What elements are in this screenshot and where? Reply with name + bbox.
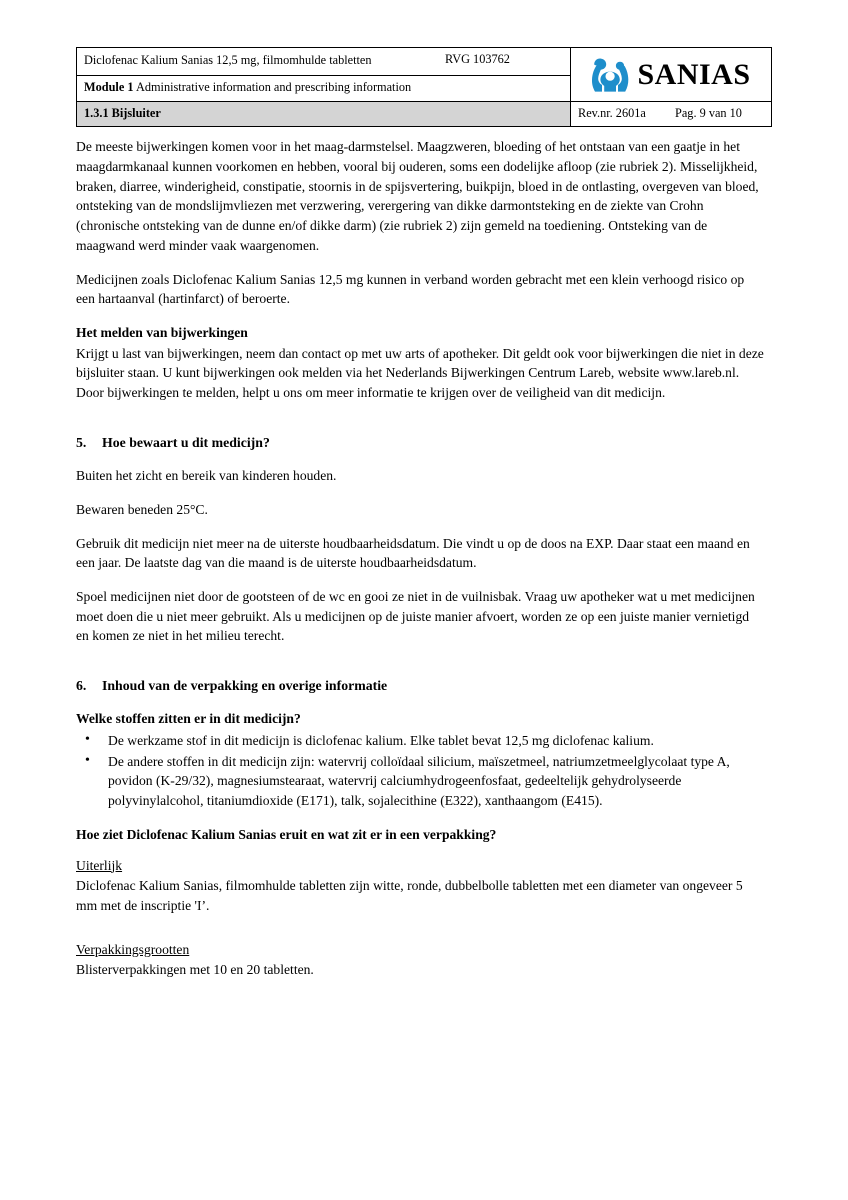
paragraph-expiry-date: Gebruik dit medicijn niet meer na de uiterste houdbaarheidsdatum. Die vindt u op de doos na EXP. Daar staat een maand en een jaar. De laatste dag van die maand is de uiterste houdbaarheidsdatum. [76, 535, 750, 571]
module-label: Module 1 [84, 80, 134, 95]
heading-appearance-and-pack: Hoe ziet Diclofenac Kalium Sanias eruit en wat zit er in een verpakking? [76, 826, 497, 842]
paragraph-pack-sizes: Blisterverpakkingen met 10 en 20 tabletten. [76, 962, 314, 978]
brand-logo-cell [571, 48, 772, 102]
subheading-verpakkingsgrootten: Verpakkingsgrootten [76, 941, 190, 957]
revision-number: Rev.nr. 2601a [578, 106, 646, 120]
paragraph-disposal: Spoel medicijnen niet door de gootsteen of de wc en gooi ze niet in de vuilnisbak. Vraag uw apotheker wat u met medicijnen moet doen die u niet meer gebruikt. Als u medicijnen op de juiste manier afvoert, worden ze op een juiste manier vernietigd en komen ze niet in het milieu terecht. [76, 588, 755, 644]
header-revision-cell [571, 102, 772, 127]
list-item: • De werkzame stof in dit medicijn is diclofenac kalium. Elke tablet bevat 12,5 mg diclofenac kalium. [76, 731, 764, 751]
paragraph-side-effects: De meeste bijwerkingen komen voor in het maag-darmstelsel. Maagzweren, bloeding of het ontstaan van een gaatje in het maagdarmkanaal kunnen voorkomen en hebben, vooral bij ouderen, soms een dodelijke afloop (zie rubriek 2). Misselijkheid, braken, diarree, winderigheid, constipatie, stoornis in de spijsvertering, buikpijn, bloed in de ontlasting, overgeven van bloed, ontsteking van de mondslijmvliezen met verzwering, verergering van dikke darmontsteking en de ziekte van Crohn (chronische ontsteking van de dunne en/of dikke darm) (zie rubriek 2) zijn gemeld na toediening. Ontsteking van de maagwand werd minder vaak waargenomen. [76, 139, 759, 253]
ingredients-list [76, 731, 764, 811]
section-6-title: Inhoud van de verpakking en overige informatie [102, 678, 388, 694]
spacer [76, 417, 764, 433]
product-title: Diclofenac Kalium Sanias 12,5 mg, filmomhulde tabletten [84, 53, 372, 68]
module-description: Administrative information and prescribing information [135, 80, 412, 95]
section-5-heading [76, 433, 764, 452]
header-product-cell [77, 48, 571, 76]
paragraph-heart-risk: Medicijnen zoals Diclofenac Kalium Sanias 12,5 mg kunnen in verband worden gebracht met een klein verhoogd risico op een hartaanval (hartinfarct) of beroerte. [76, 271, 745, 307]
list-item: • De andere stoffen in dit medicijn zijn: watervrij colloïdaal silicium, maïszetmeel, natriumzetmeelglycolaat type A, povidon (K-29/32), magnesiumstearaat, watervrij calciumhydrogeenfosfaat, gedeeltelijk gehydrolyseerde polyvinylalcohol, titaniumdioxide (E171), talk, sojalecithine (E322), xanthaangom (E415). [76, 752, 764, 811]
paragraph-reporting: Krijgt u last van bijwerkingen, neem dan contact op met uw arts of apotheker. Dit geldt ook voor bijwerkingen die niet in deze bijsluiter staan. U kunt bijwerkingen ook melden via het Nederlands Bijwerkingen Centrum Lareb, website www.lareb.nl. Door bijwerkingen te melden, helpt u ons om meer informatie te krijgen over de veiligheid van dit medicijn. [76, 345, 764, 401]
document-header-table [76, 47, 772, 127]
section-6-number: 6. [76, 678, 87, 694]
rvg-number: RVG 103762 [445, 52, 510, 66]
header-row-product [77, 48, 772, 76]
spacer [76, 127, 764, 137]
sanias-wordmark: SANIAS [637, 57, 751, 91]
section-5-title: Hoe bewaart u dit medicijn? [102, 434, 270, 450]
section-5-number: 5. [76, 434, 87, 450]
section-6-heading [76, 676, 764, 695]
spacer [76, 846, 764, 856]
header-row-section [77, 102, 772, 127]
heading-reporting-side-effects: Het melden van bijwerkingen [76, 324, 248, 340]
heading-which-substances: Welke stoffen zitten er in dit medicijn? [76, 711, 301, 727]
spacer [76, 930, 764, 940]
paragraph-storage-temperature: Bewaren beneden 25°C. [76, 501, 208, 517]
sanias-figure-icon [591, 58, 629, 92]
page-number: Pag. 9 van 10 [675, 106, 742, 120]
header-section-label: 1.3.1 Bijsluiter [77, 102, 571, 127]
document-body [76, 127, 764, 980]
paragraph-appearance: Diclofenac Kalium Sanias, filmomhulde tabletten zijn witte, ronde, dubbelbolle tabletten met een diameter van ongeveer 5 mm met de inscriptie 'I’. [76, 878, 743, 913]
paragraph-keep-away-children: Buiten het zicht en bereik van kinderen houden. [76, 468, 337, 484]
subheading-uiterlijk: Uiterlijk [76, 857, 123, 873]
spacer [76, 660, 764, 676]
header-module-cell [77, 76, 571, 102]
